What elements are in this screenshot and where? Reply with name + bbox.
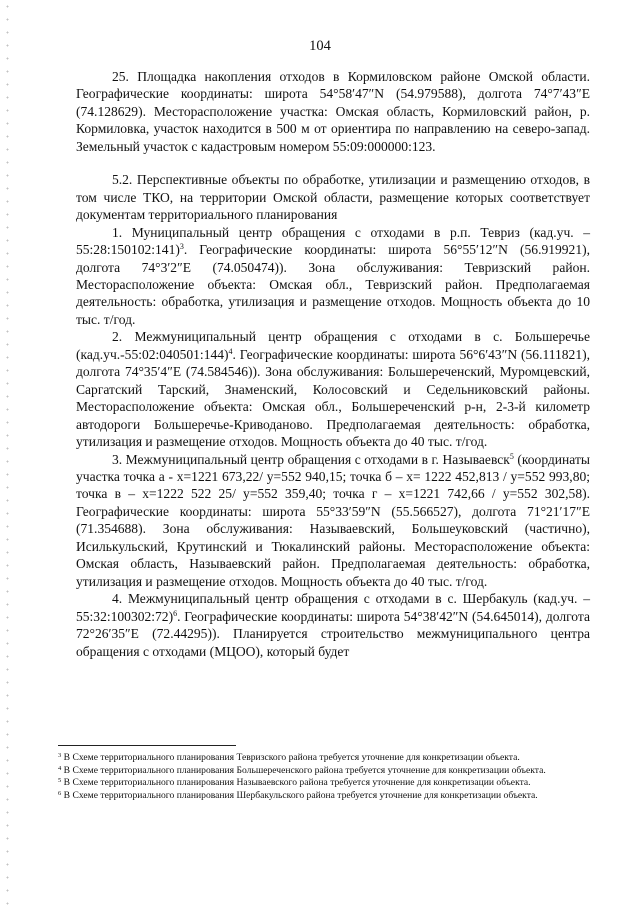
item-3-text-end: (координаты участка точка а - х=1221 673,22/ у=552 940,15; точка б – х= 1222 452,813 / у=552 993,80; точка в – х=1222 522 25/ у=552 359,40; точка г – х=1221 742,66 / у=552 302,58). Географические координаты: широта 55°33′59″N (55.566527), долгота 71°21′17″E (71.354688). Зона обслуживания: Называевский, Большеуковский (частично), Исилькульский, Крутинский и Тюкалинский районы. Месторасположение объекта: Омская область, Называевский район. Предполагаемая деятельность: обработка, утилизация и размещение отходов. Мощность объекта до 40 тыс. т/год.	[76, 451, 590, 589]
paragraph-item-3	[76, 451, 590, 591]
page-number: 104	[309, 38, 331, 54]
footnote	[58, 765, 588, 777]
footnote-ref-6: 6	[173, 608, 178, 618]
footnote-text: В Схеме территориального планирования Большереченского района требуется уточнение для конкретизации объекта.	[63, 764, 546, 776]
body-text	[76, 68, 590, 660]
footnote	[58, 777, 588, 789]
footnote-separator	[58, 745, 236, 746]
footnote-text: В Схеме территориального планирования Шербакульского района требуется уточнение для конкретизации объекта.	[63, 789, 538, 801]
item-1-text-end: . Географические координаты: широта 56°55′12″N (56.919921), долгота 74°3′2″E (74.050474)). Зона обслуживания: Тевризский район. Месторасположение объекта: Омская обл., Тевризский район. Предполагаемая деятельность: обработка, утилизация и размещение отходов. Мощность объекта до 10 тыс. т/год.	[76, 242, 590, 327]
footnote-ref-3: 3	[179, 242, 184, 252]
item-2-text-end: . Географические координаты: широта 56°6′43″N (56.111821), долгота 74°35′4″E (74.584546)). Зона обслуживания: Большереченский, Муромцевский, Саргатский Тарский, Знаменский, Колосовский и Седельниковский районы. Месторасположение объекта: Омская обл., Большереченский р-н, 2-3-й километр автодороги Большеречье-Криводаново. Предполагаемая деятельность: обработка, утилизация и размещение отходов. Мощность объекта до 40 тыс. т/год.	[76, 346, 590, 450]
paragraph-item-2	[76, 328, 590, 450]
footnote-number: 5	[58, 777, 62, 785]
item-3-text-start: 3. Межмуниципальный центр обращения с отходами в г. Называевск	[112, 451, 510, 467]
footnote-number: 4	[58, 764, 62, 772]
footnote-number: 6	[58, 789, 62, 797]
footnote-number: 3	[58, 752, 62, 759]
footnote	[58, 790, 588, 802]
item-2-text-start: 2. Межмуниципальный центр обращения с отходами в с. Большеречье (кад.уч.-55:02:040501:144)	[76, 329, 590, 362]
footnote-ref-5: 5	[509, 451, 514, 461]
footnotes	[58, 752, 588, 802]
item-4-text-end: . Географические координаты: широта 54°38′42″N (54.645014), долгота 72°26′35″E (72.44295)). Планируется строительство межмуниципального центра обращения с отходами (МЦОО), который будет	[76, 608, 590, 659]
item-4-text-start: 4. Межмуниципальный центр обращения с отходами в с. Шербакуль (кад.уч. – 55:32:100302:72)	[76, 591, 590, 624]
footnote-text: В Схеме территориального планирования Называевского района требуется уточнение для конкретизации объекта.	[63, 777, 531, 789]
section-heading-5-2: 5.2. Перспективные объекты по обработке, утилизации и размещению отходов, в том числе ТКО, на территории Омской области, размещение которых соответствует документам территориального планирования	[76, 172, 590, 223]
footnote-ref-4: 4	[228, 346, 233, 356]
footnote-text: В Схеме территориального планирования Тевризского района требуется уточнение для конкретизации объекта.	[63, 752, 520, 763]
item-1-text-start: 1. Муниципальный центр обращения с отходами в р.п. Тевриз (кад.уч. – 55:28:150102:141)	[76, 224, 590, 258]
binding-edge-marks	[6, 0, 9, 905]
paragraph-item-25: 25. Площадка накопления отходов в Кормиловском районе Омской области. Географические координаты: широта 54°58′47″N (54.979588), долгота 74°7′43″E (74.128629). Месторасположение участка: Омская область, Кормиловский район, р. Кормиловка, участок находится в 500 м от ориентира по направлению на северо-запад. Земельный участок с кадастровым номером 55:09:000000:123.	[76, 69, 590, 154]
footnote	[58, 752, 588, 764]
paragraph-item-4	[76, 590, 590, 660]
paragraph-item-1	[76, 224, 590, 329]
